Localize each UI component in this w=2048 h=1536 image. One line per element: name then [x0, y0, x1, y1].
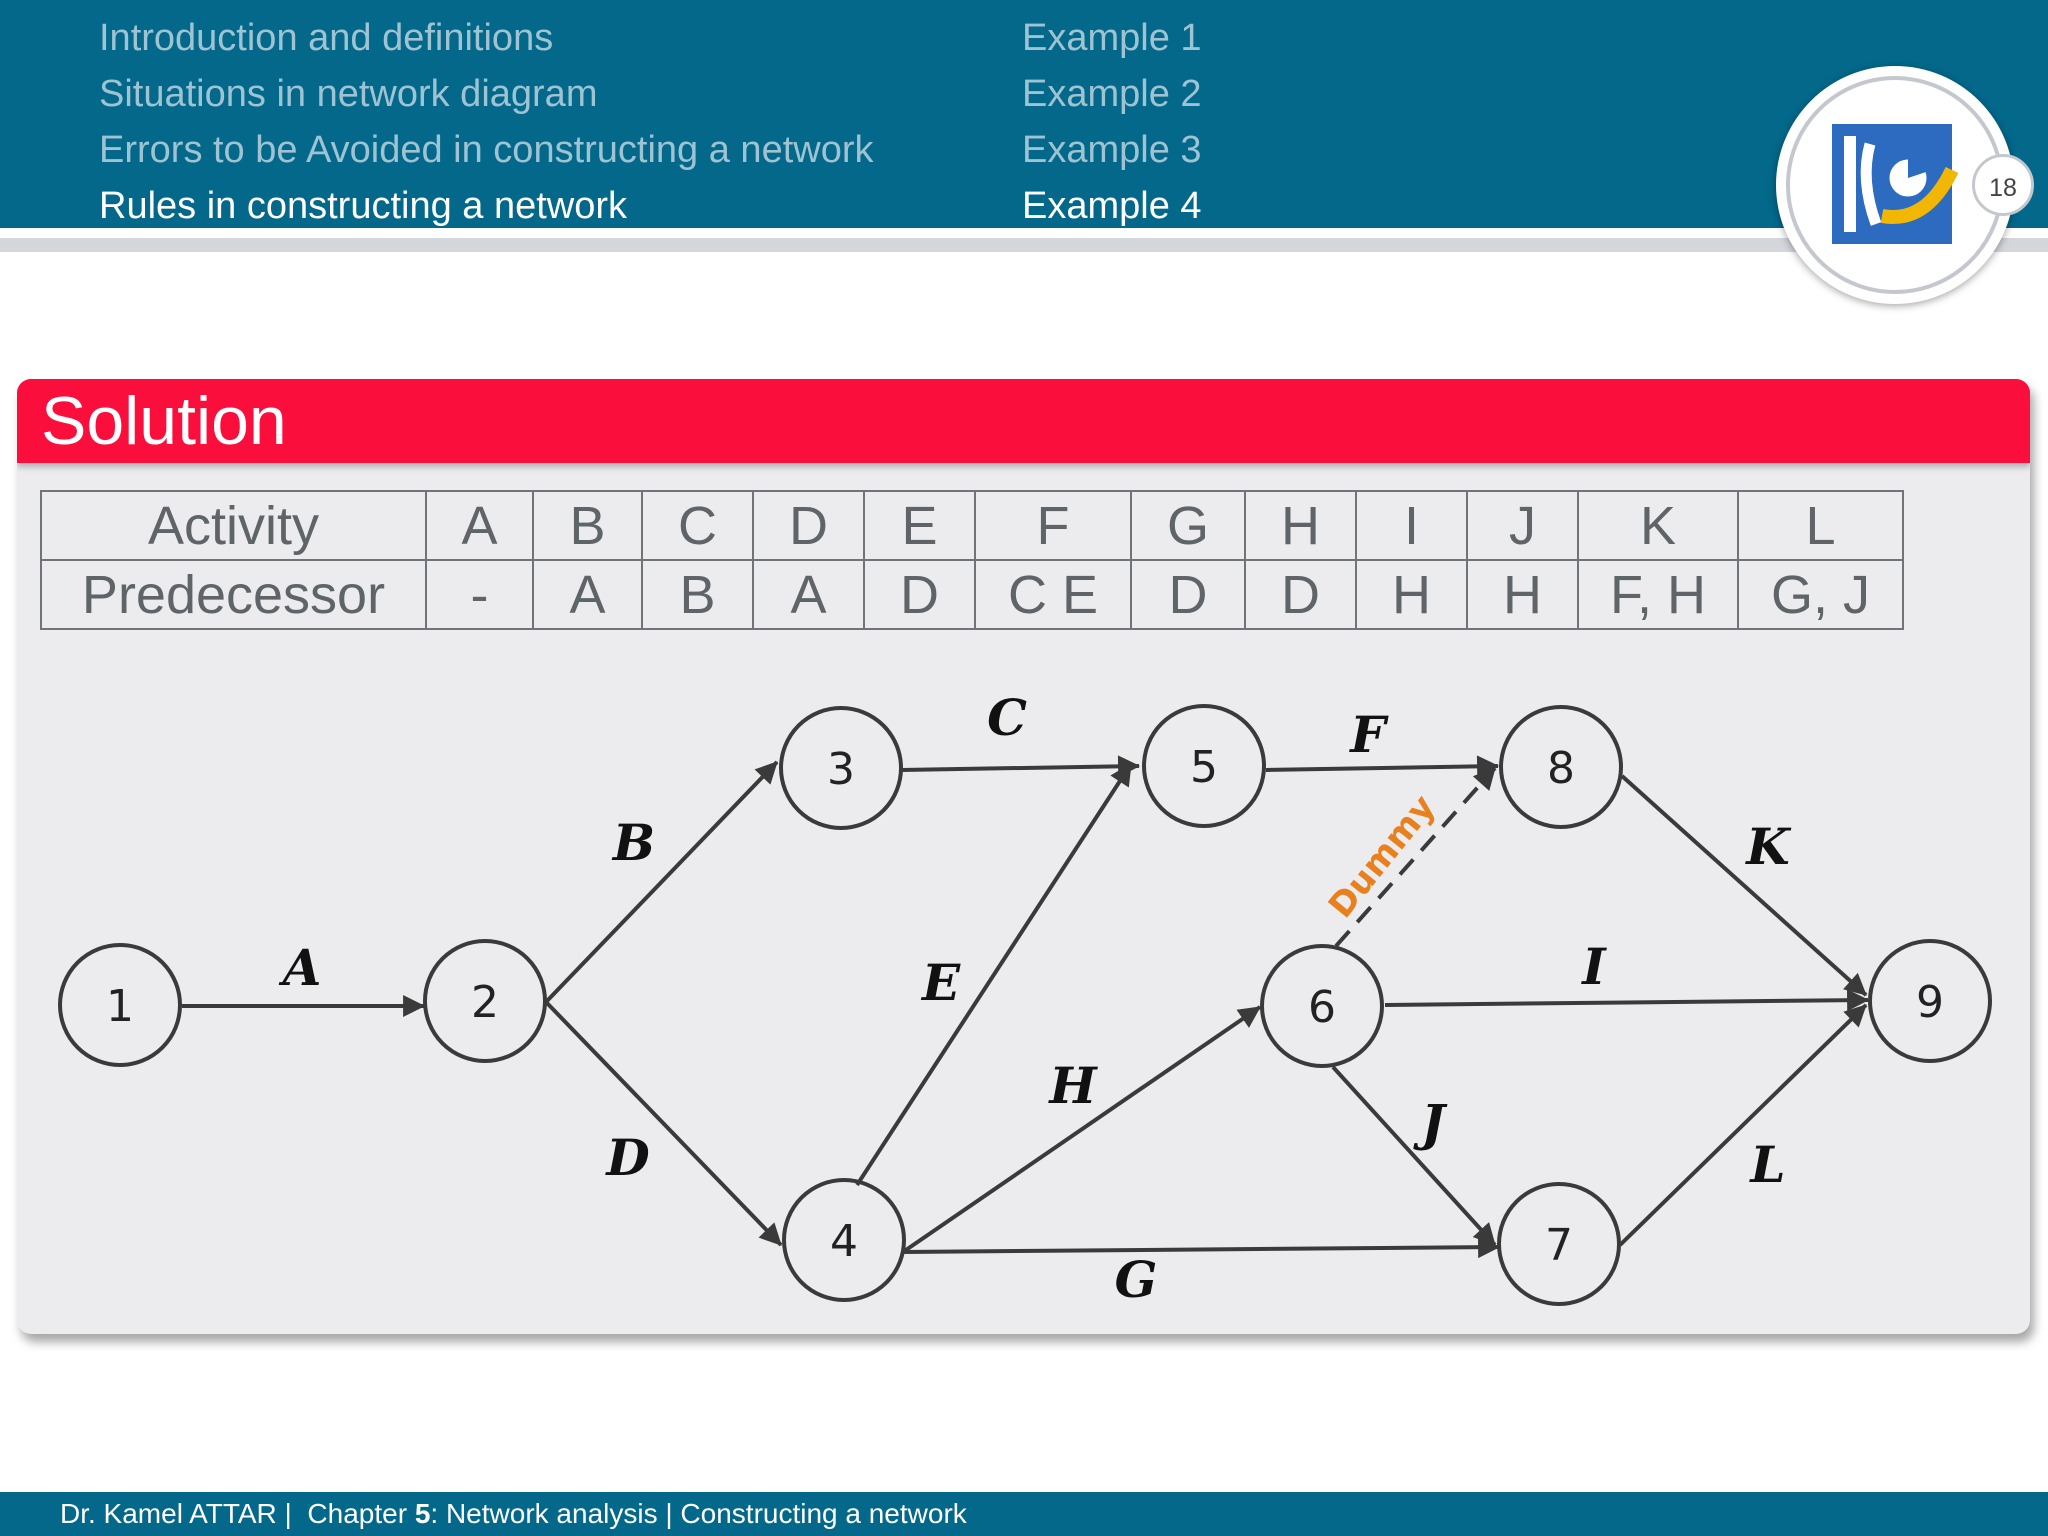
edge-J [1333, 1067, 1495, 1245]
node-label: 3 [827, 744, 855, 795]
activity-cell: E [864, 491, 975, 560]
edge-label-D: D [606, 1128, 650, 1187]
node-label: 4 [830, 1216, 858, 1267]
activity-cell: I [1356, 491, 1467, 560]
edge-label-H: H [1049, 1056, 1097, 1115]
edge-F [1266, 766, 1498, 770]
edge-label-L: L [1750, 1135, 1786, 1194]
node-label: 2 [471, 977, 499, 1028]
edge-D [546, 1002, 781, 1245]
activity-cell: B [533, 491, 642, 560]
nav-subsection-4[interactable]: Example 4 [1022, 185, 1202, 227]
footer-text: Dr. Kamel ATTAR | Chapter 5: Network analysis | Constructing a network [60, 1498, 967, 1529]
activity-cell: F [975, 491, 1131, 560]
predecessor-cell: H [1467, 560, 1578, 629]
footer-chapter-title: : Network analysis [430, 1498, 658, 1529]
edge-label-A: A [282, 938, 322, 997]
node-label: 6 [1308, 982, 1336, 1033]
predecessor-cell: A [753, 560, 864, 629]
edge-label-J: J [1421, 1093, 1445, 1152]
footer-author: Dr. Kamel ATTAR [60, 1498, 277, 1529]
activity-cell: C [642, 491, 753, 560]
nav-subsection-1[interactable]: Example 1 [1022, 17, 1202, 59]
activity-cell: A [426, 491, 533, 560]
node-5 [1144, 706, 1264, 826]
page-number: 18 [1972, 154, 2034, 216]
edge-label-G: G [1114, 1250, 1158, 1309]
activity-cell: D [753, 491, 864, 560]
row-label-activity: Activity [41, 491, 426, 560]
node-6 [1262, 946, 1382, 1066]
edge-label-dummy: Dummy [1320, 787, 1444, 926]
edge-label-K: K [1746, 817, 1790, 876]
activity-cell: J [1467, 491, 1578, 560]
node-7 [1499, 1184, 1619, 1304]
edge-C [901, 766, 1139, 770]
nav-section-3[interactable]: Errors to be Avoided in constructing a network [99, 129, 874, 171]
node-3 [781, 708, 901, 828]
predecessor-cell: D [1245, 560, 1356, 629]
edge-label-E: E [921, 953, 961, 1012]
activity-cell: L [1738, 491, 1903, 560]
row-label-predecessor: Predecessor [41, 560, 426, 629]
predecessor-cell: D [864, 560, 975, 629]
edge-G [903, 1247, 1499, 1252]
footer-section: Constructing a network [680, 1498, 967, 1529]
edge-label-B: B [612, 813, 656, 872]
node-label: 5 [1190, 742, 1218, 793]
activity-cell: K [1578, 491, 1738, 560]
edge-label-F: F [1350, 705, 1386, 764]
predecessor-cell: A [533, 560, 642, 629]
predecessor-cell: B [642, 560, 753, 629]
node-8 [1501, 707, 1621, 827]
footer-chapter-number: 5 [414, 1498, 431, 1529]
node-label: 7 [1545, 1220, 1573, 1271]
node-9 [1870, 941, 1990, 1061]
nav-section-2[interactable]: Situations in network diagram [99, 73, 598, 115]
nav-subsection-2[interactable]: Example 2 [1022, 73, 1202, 115]
node-label: 9 [1916, 977, 1944, 1028]
nav-subsection-3[interactable]: Example 3 [1022, 129, 1202, 171]
edge-K [1622, 776, 1866, 995]
node-label: 8 [1547, 743, 1575, 794]
node-1 [60, 945, 180, 1065]
nav-section-4[interactable]: Rules in constructing a network [99, 185, 628, 227]
footer-bar [0, 1492, 2048, 1536]
activity-cell: G [1131, 491, 1245, 560]
predecessor-cell: G, J [1738, 560, 1903, 629]
footer-chapter-prefix: Chapter [307, 1498, 415, 1529]
block-title: Solution [41, 383, 287, 459]
predecessor-cell: F, H [1578, 560, 1738, 629]
node-4 [784, 1180, 904, 1300]
edge-B [546, 762, 777, 1002]
node-label: 1 [106, 981, 134, 1032]
predecessor-cell: C E [975, 560, 1131, 629]
activity-cell: H [1245, 491, 1356, 560]
edge-I [1385, 1000, 1868, 1005]
edge-L [1620, 1005, 1866, 1245]
edge-label-C: C [987, 688, 1027, 747]
predecessor-cell: D [1131, 560, 1245, 629]
edge-H [903, 1007, 1260, 1252]
predecessor-cell: H [1356, 560, 1467, 629]
predecessor-cell: - [426, 560, 533, 629]
nav-section-1[interactable]: Introduction and definitions [99, 17, 554, 59]
edge-label-I: I [1582, 937, 1606, 996]
node-2 [425, 941, 545, 1061]
